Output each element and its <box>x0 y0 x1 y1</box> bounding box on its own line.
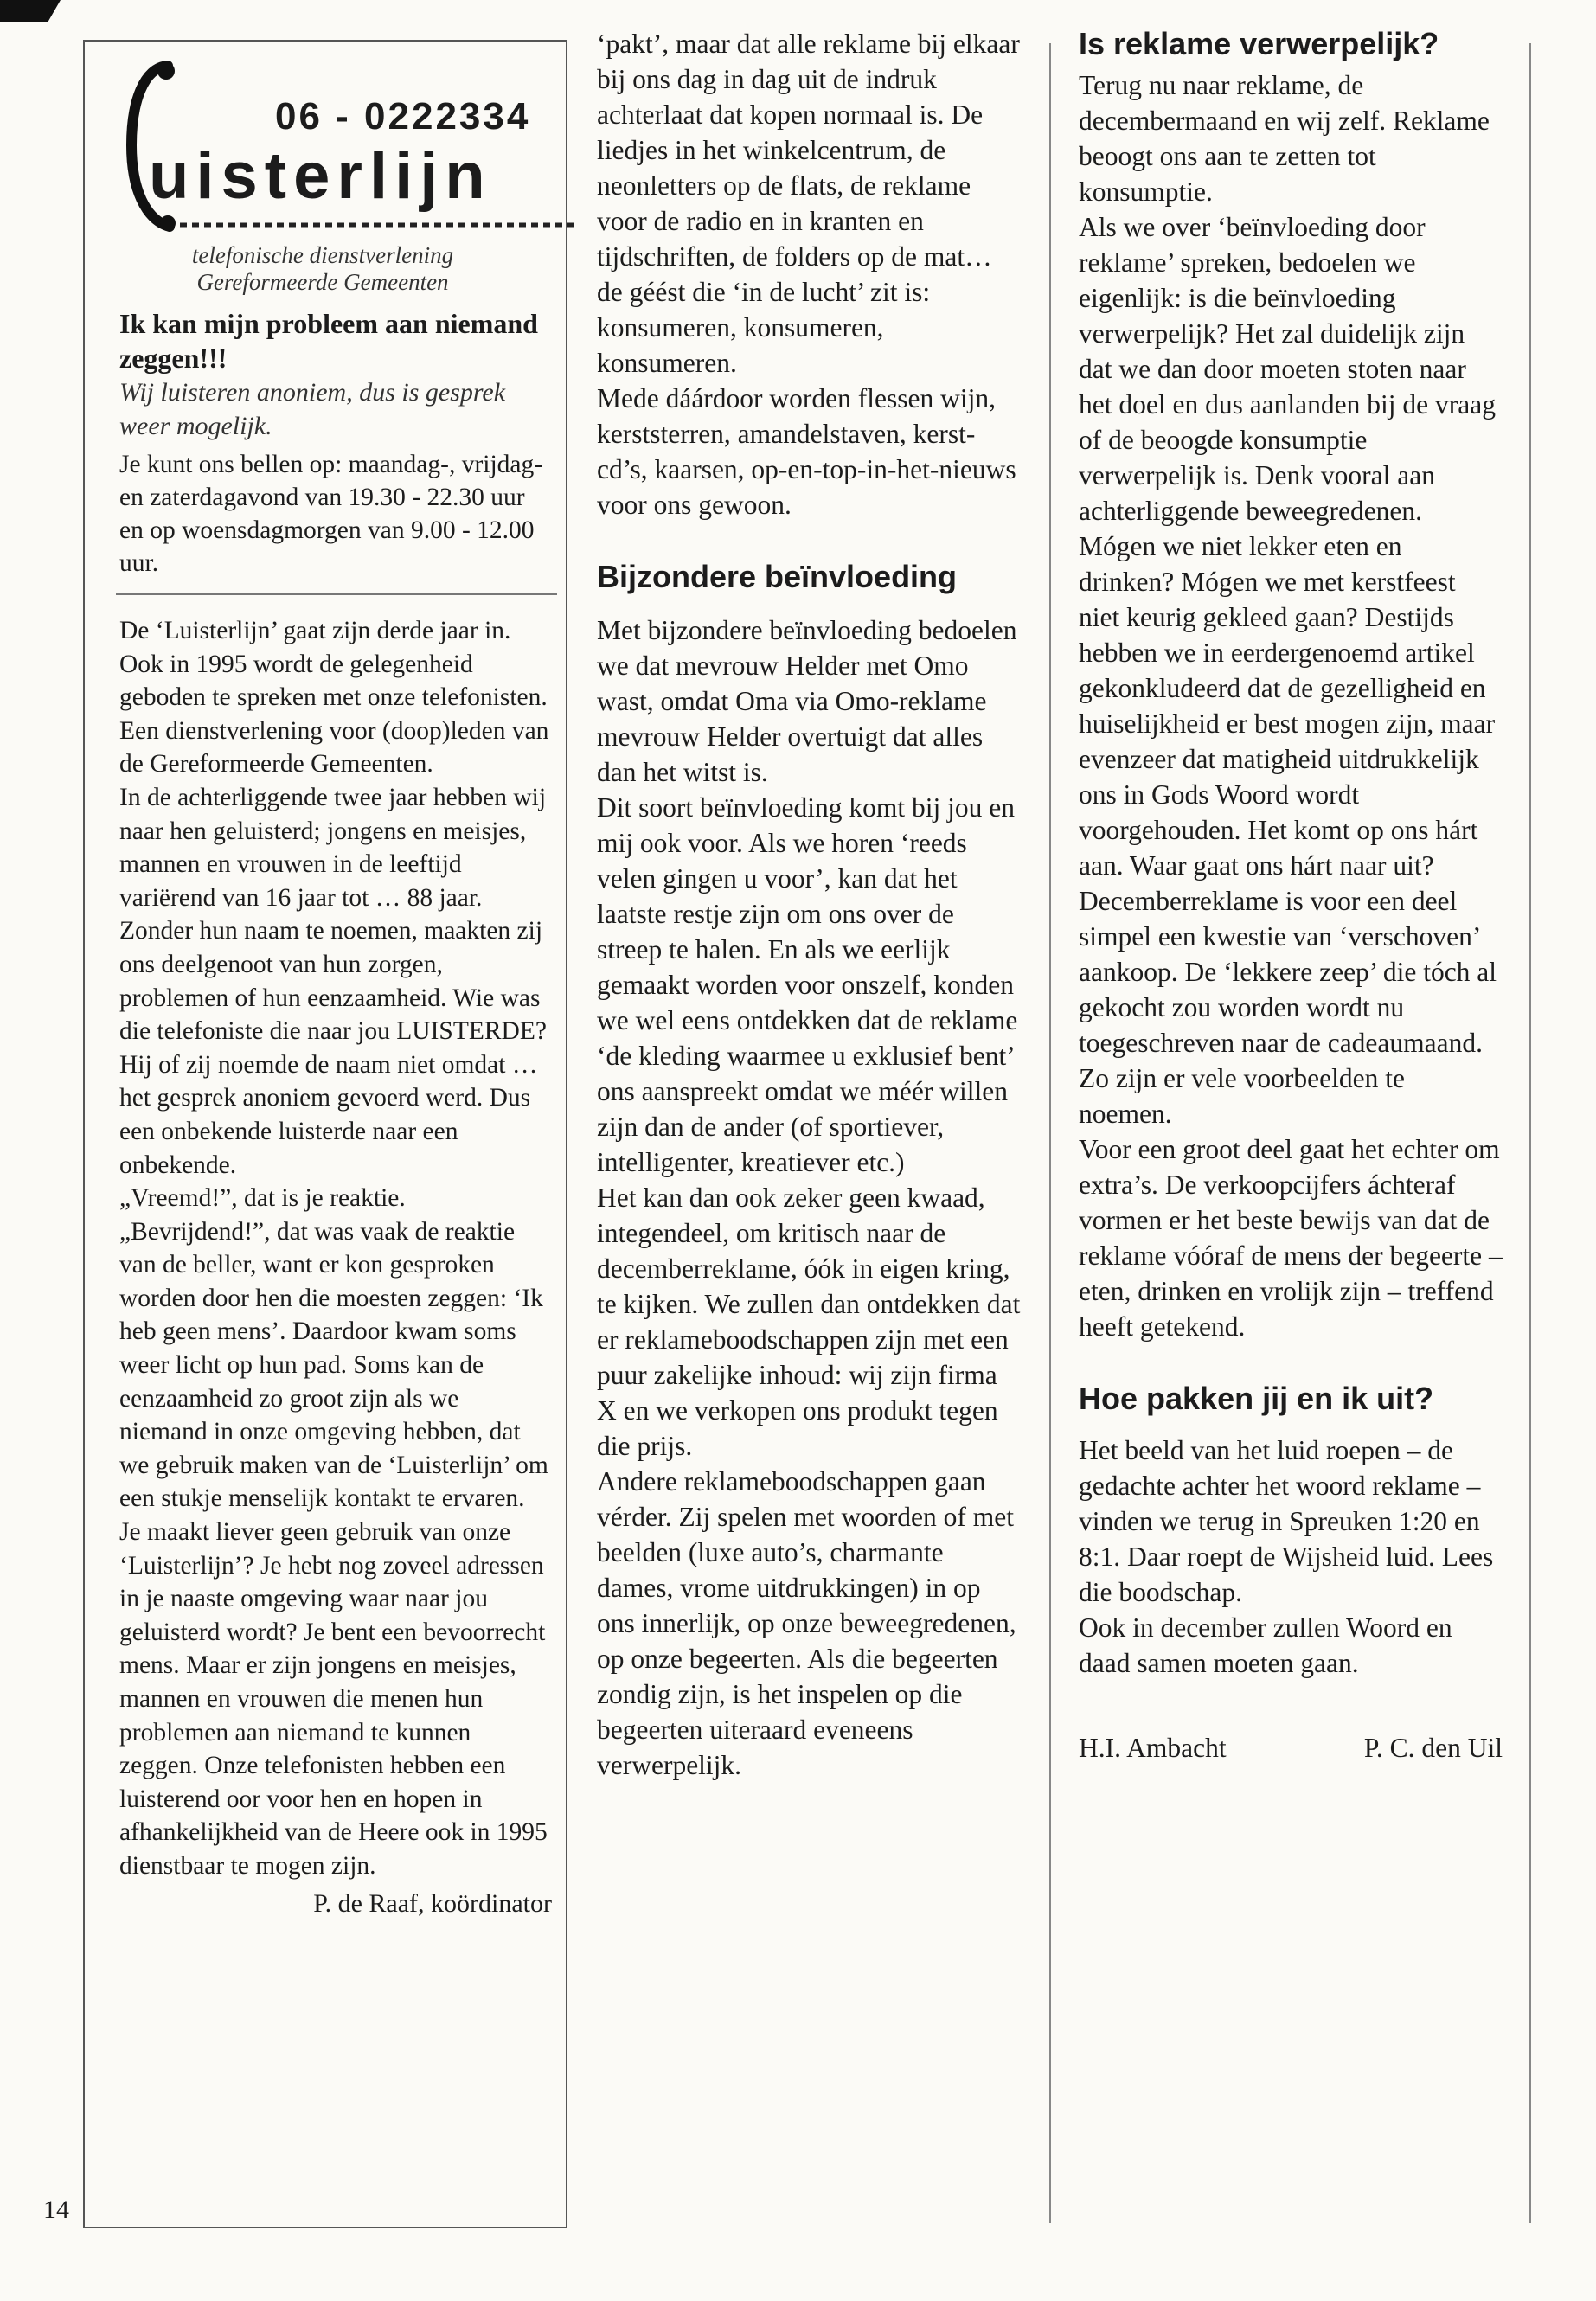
brand-name: uisterlijn <box>149 139 492 213</box>
middle-intro: ‘pakt’, maar dat alle reklame bij elkaar bij ons dag in dag uit de indruk achterlaat dat kopen normaal is. De liedjes in het winkelcentrum, de neonletters op de flats, de reklame voor de radio en in kranten en tijdschriften, de folders op de mat… de géést die ‘in de lucht’ zit is: konsumeren, konsumeren, konsumeren. Mede dáárdoor worden flessen wijn, kerststerren, amandelstaven, kerst-cd’s, kaarsen, op-en-top-in-het-nieuws voor ons gewoon. <box>597 29 1020 520</box>
authors <box>1079 1733 1503 1764</box>
box-body: De ‘Luisterlijn’ gaat zijn derde jaar in. Ook in 1995 wordt de gelegenheid geboden te spreken met onze telefonisten. Een dienstverlening voor (doop)leden van de Gereformeerde Gemeenten. In de achterliggende twee jaar hebben wij naar hen geluisterd; jongens en meisjes, mannen en vrouwen in de leeftijd variërend van 16 jaar tot … 88 jaar. Zonder hun naam te noemen, maakten zij ons deelgenoot van hun zorgen, problemen of hun eenzaamheid. Wie was die telefoniste die naar jou LUISTERDE? Hij of zij noemde de naam niet omdat … het gesprek anoniem gevoerd werd. Dus een onbekende luisterde naar een onbekende. „Vreemd!”, dat is je reaktie. „Bevrijdend!”, dat was vaak de reaktie van de beller, want er kon gesproken worden door hen die moesten zeggen: ‘Ik heb geen mens’. Daardoor kwam soms weer licht op hun pad. Soms kan de eenzaamheid zo groot zijn als we niemand in onze omgeving hebben, dat we gebruik maken van de ‘Luisterlijn’ om een stukje menselijk kontakt te ervaren. Je maakt liever geen gebruik van onze ‘Luisterlijn’? Je hebt nog zoveel adressen in je naaste omgeving waar naar jou geluisterd wordt? Je bent een bevoorrecht mens. Maar er zijn jongens en meisjes, mannen en vrouwen die menen hun problemen aan niemand te kunnen zeggen. Onze telefonisten hebben een luisterend oor voor hen en hopen in afhankelijkheid van de Heere ook in 1995 dienstbaar te mogen zijn. <box>119 617 549 1880</box>
divider <box>116 593 557 595</box>
decorative-dot-line <box>180 220 578 230</box>
section-heading: Is reklame verwerpelijk? <box>1079 26 1439 61</box>
tagline <box>119 242 526 296</box>
tagline-line: Gereformeerde Gemeenten <box>196 269 449 295</box>
callout-heading: Ik kan mijn probleem aan niemand zeggen!!! <box>119 308 538 374</box>
tagline-line: telefonische dienstverlening <box>191 242 454 268</box>
phone-number: 06 - 0222334 <box>275 95 531 138</box>
author-name: P. C. den Uil <box>1363 1733 1503 1763</box>
right-body-2: Het beeld van het luid roepen – de gedachte achter het woord reklame – vinden we terug in Spreuken 1:20 en 8:1. Daar roept de Wijsheid luid. Lees die boodschap. Ook in december zullen Woord en daad samen moeten gaan. <box>1079 1435 1494 1678</box>
middle-column <box>597 26 1021 1783</box>
section-heading: Bijzondere beïnvloeding <box>597 559 958 594</box>
corner-mark <box>0 0 61 22</box>
column-separator <box>1529 43 1531 2223</box>
signature: P. de Raaf, koördinator <box>313 1888 552 1918</box>
section-heading: Hoe pakken jij en ik uit? <box>1079 1381 1434 1416</box>
middle-body: Met bijzondere beïnvloeding bedoelen we dat mevrouw Helder met Omo wast, omdat Oma via Omo-reklame mevrouw Helder overtuigt dat alles dan het witst is. Dit soort beïnvloeding komt bij jou en mij ook voor. Als we horen ‘reeds velen gingen u voor’, kan dat het laatste restje zijn om ons over de streep te halen. En als we eerlijk gemaakt worden voor onszelf, konden we wel eens ontdekken dat de reklame ‘de kleding waarmee u exklusief bent’ ons aanspreekt omdat we méér willen zijn dan de ander (of sportiever, intelligenter, kreatiever etc.) Het kan dan ook zeker geen kwaad, integendeel, om kritisch naar de decemberreklame, óók in eigen kring, te kijken. We zullen dan ontdekken dat er reklameboodschappen zijn met een puur zakelijke inhoud: wij zijn firma X en we verkopen ons produkt tegen die prijs. Andere reklameboodschappen gaan vérder. Zij spelen met woorden of met beelden (luxe auto’s, charmante dames, vrome uitdrukkingen) in op ons innerlijk, op onze beweegredenen, op onze begeerten. Als die begeerten zondig zijn, is het inspelen op die begeerten uiteraard eveneens verwerpelijk. <box>597 615 1021 1780</box>
callout-note: Wij luisteren anoniem, dus is gesprek weer mogelijk. <box>119 378 506 440</box>
luisterlijn-logo <box>119 42 552 301</box>
right-body-1: Terug nu naar reklame, de decembermaand en wij zelf. Reklame beoogt ons aan te zetten tot konsumptie. Als we over ‘beïnvloeding door reklame’ spreken, bedoelen we eigenlijk: is die beïnvloeding verwerpelijk? Het zal duidelijk zijn dat we dan door moeten stoten naar het doel en dus aanlanden bij de vraag of de beoogde konsumptie verwerpelijk is. Denk vooral aan achterliggende beweegredenen. Mógen we niet lekker eten en drinken? Mógen we met kerstfeest niet keurig gekleed gaan? Destijds hebben we in eerdergenoemd artikel gekonkludeerd dat de gezelligheid en huiselijkheid er best mogen zijn, maar evenzeer dat matigheid uitdrukkelijk ons in Gods Woord wordt voorgehouden. Het komt op ons hárt aan. Waar gaat ons hárt naar uit? Decemberreklame is voor een deel simpel een kwestie van ‘verschoven’ aankoop. De ‘lekkere zeep’ die tóch al gekocht zou worden wordt nu toegeschreven naar de cadeaumaand. Zo zijn er vele voorbeelden te noemen. Voor een groot deel gaat het echter om extra’s. De verkoopcijfers áchteraf vormen er het beste bewijs van dat de reklame vóóraf de mens der begeerte – eten, drinken en vrolijk zijn – treffend heeft getekend. <box>1079 70 1503 1342</box>
right-column <box>1079 26 1503 1764</box>
column-separator <box>1049 43 1051 2223</box>
luisterlijn-box <box>83 40 567 2228</box>
author-name: H.I. Ambacht <box>1079 1733 1227 1763</box>
page-number: 14 <box>43 2195 69 2224</box>
opening-hours: Je kunt ons bellen op: maandag-, vrijdag- en zaterdagavond van 19.30 - 22.30 uur en op woensdagmorgen van 9.00 - 12.00 uur. <box>119 451 543 577</box>
